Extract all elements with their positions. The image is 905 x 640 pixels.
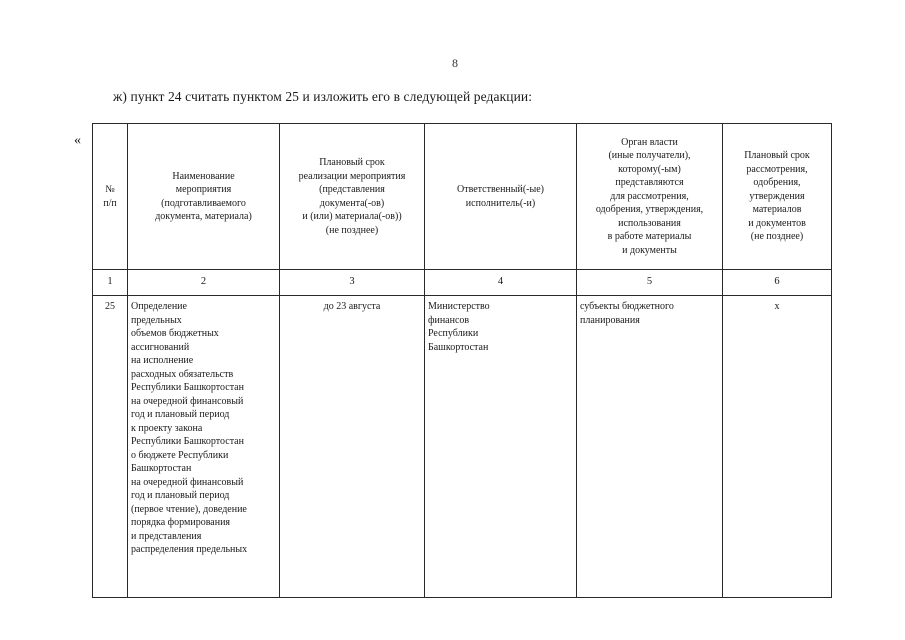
row-deadline: до 23 августа	[280, 296, 425, 598]
table-header-row	[93, 124, 832, 270]
row-number: 25	[93, 296, 128, 598]
table-row	[93, 296, 832, 598]
row-event-name: Определение предельных объемов бюджетных ассигнований на исполнение расходных обязательств Республики Башкортостан на очередной финансовый год и плановый период к проекту закона Республики Башкортостан о бюджете Республики Башкортостан на очередной финансовый год и плановый период (первое чтение), доведение порядка формирования и представления распределения предельных	[128, 296, 280, 598]
header-review-term: Плановый срок рассмотрения, одобрения, утверждения материалов и документов (не позднее)	[723, 124, 832, 270]
row-responsible: Министерство финансов Республики Башкортостан	[425, 296, 577, 598]
header-responsible: Ответственный(-ые) исполнитель(-и)	[425, 124, 577, 270]
column-number: 2	[128, 270, 280, 296]
column-number: 4	[425, 270, 577, 296]
plan-table	[92, 123, 832, 598]
opening-quote-mark: «	[74, 133, 81, 148]
column-number: 1	[93, 270, 128, 296]
header-authority: Орган власти (иные получатели), которому(-ым) представляются для рассмотрения, одобрения, утверждения, использования в работе материалы и документы	[577, 124, 723, 270]
header-event-name: Наименование мероприятия (подготавливаемого документа, материала)	[128, 124, 280, 270]
column-number: 6	[723, 270, 832, 296]
row-review-deadline: x	[723, 296, 832, 598]
column-number-row	[93, 270, 832, 296]
page-number: 8	[452, 56, 458, 70]
column-number: 3	[280, 270, 425, 296]
row-recipient: субъекты бюджетного планирования	[577, 296, 723, 598]
intro-text: ж) пункт 24 считать пунктом 25 и изложить его в следующей редакции:	[113, 89, 533, 104]
header-planned-term: Плановый срок реализации мероприятия (представления документа(-ов) и (или) материала(-ов)) (не позднее)	[280, 124, 425, 270]
column-number: 5	[577, 270, 723, 296]
header-number: № п/п	[93, 124, 128, 270]
